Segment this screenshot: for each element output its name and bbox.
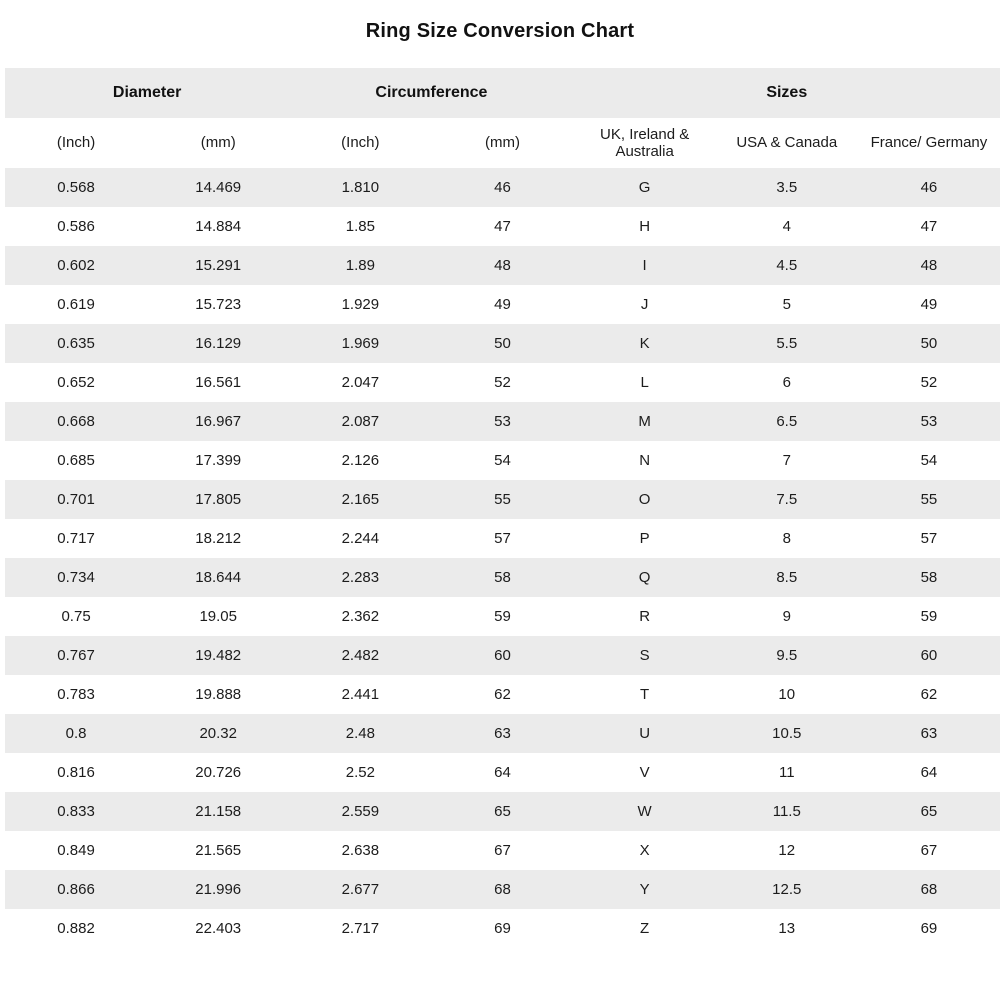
page-title: Ring Size Conversion Chart bbox=[365, 20, 635, 42]
cell: T bbox=[574, 675, 716, 714]
cell: 13 bbox=[716, 909, 858, 948]
cell: M bbox=[574, 402, 716, 441]
cell: 18.212 bbox=[147, 519, 289, 558]
cell: 0.685 bbox=[5, 441, 147, 480]
cell: U bbox=[574, 714, 716, 753]
cell: J bbox=[574, 285, 716, 324]
cell: S bbox=[574, 636, 716, 675]
cell: 63 bbox=[858, 714, 1000, 753]
column-header-france-germany: France/ Germany bbox=[858, 118, 1000, 168]
cell: 2.047 bbox=[289, 363, 431, 402]
cell: 0.767 bbox=[5, 636, 147, 675]
cell: 49 bbox=[431, 285, 573, 324]
cell: 0.849 bbox=[5, 831, 147, 870]
cell: 2.283 bbox=[289, 558, 431, 597]
cell: 19.888 bbox=[147, 675, 289, 714]
cell: V bbox=[574, 753, 716, 792]
cell: 1.810 bbox=[289, 168, 431, 207]
group-header-sizes: Sizes bbox=[574, 68, 1000, 118]
cell: 12.5 bbox=[716, 870, 858, 909]
cell: 67 bbox=[431, 831, 573, 870]
cell: 59 bbox=[431, 597, 573, 636]
table-row bbox=[5, 519, 1000, 558]
cell: 0.882 bbox=[5, 909, 147, 948]
cell: 15.291 bbox=[147, 246, 289, 285]
table-row bbox=[5, 402, 1000, 441]
cell: X bbox=[574, 831, 716, 870]
cell: 48 bbox=[858, 246, 1000, 285]
cell: 5.5 bbox=[716, 324, 858, 363]
cell: 67 bbox=[858, 831, 1000, 870]
cell: 2.126 bbox=[289, 441, 431, 480]
cell: 60 bbox=[858, 636, 1000, 675]
table-row bbox=[5, 285, 1000, 324]
table-row bbox=[5, 831, 1000, 870]
ring-size-conversion-table bbox=[5, 68, 1000, 948]
cell: K bbox=[574, 324, 716, 363]
group-header-circumference: Circumference bbox=[289, 68, 573, 118]
cell: 2.677 bbox=[289, 870, 431, 909]
table-row bbox=[5, 714, 1000, 753]
cell: 2.482 bbox=[289, 636, 431, 675]
group-header-row bbox=[5, 68, 1000, 118]
cell: 5 bbox=[716, 285, 858, 324]
cell: 2.52 bbox=[289, 753, 431, 792]
cell: 6.5 bbox=[716, 402, 858, 441]
cell: L bbox=[574, 363, 716, 402]
table-row bbox=[5, 480, 1000, 519]
cell: 0.586 bbox=[5, 207, 147, 246]
cell: 50 bbox=[431, 324, 573, 363]
cell: 18.644 bbox=[147, 558, 289, 597]
cell: Y bbox=[574, 870, 716, 909]
table-row bbox=[5, 363, 1000, 402]
cell: 7.5 bbox=[716, 480, 858, 519]
cell: 2.441 bbox=[289, 675, 431, 714]
group-header-diameter: Diameter bbox=[5, 68, 289, 118]
cell: 64 bbox=[431, 753, 573, 792]
cell: 0.816 bbox=[5, 753, 147, 792]
cell: 19.482 bbox=[147, 636, 289, 675]
cell: 0.717 bbox=[5, 519, 147, 558]
cell: Q bbox=[574, 558, 716, 597]
cell: 12 bbox=[716, 831, 858, 870]
table-row bbox=[5, 168, 1000, 207]
cell: 10 bbox=[716, 675, 858, 714]
column-header-usa-canada: USA & Canada bbox=[716, 118, 858, 168]
cell: 10.5 bbox=[716, 714, 858, 753]
cell: 58 bbox=[858, 558, 1000, 597]
table-row bbox=[5, 870, 1000, 909]
cell: 0.866 bbox=[5, 870, 147, 909]
sub-header-row bbox=[5, 118, 1000, 168]
cell: 11.5 bbox=[716, 792, 858, 831]
cell: 4.5 bbox=[716, 246, 858, 285]
cell: 21.158 bbox=[147, 792, 289, 831]
cell: G bbox=[574, 168, 716, 207]
cell: 50 bbox=[858, 324, 1000, 363]
cell: 0.8 bbox=[5, 714, 147, 753]
cell: 2.48 bbox=[289, 714, 431, 753]
cell: 53 bbox=[858, 402, 1000, 441]
cell: 9 bbox=[716, 597, 858, 636]
cell: 0.568 bbox=[5, 168, 147, 207]
cell: 63 bbox=[431, 714, 573, 753]
cell: 20.32 bbox=[147, 714, 289, 753]
table-row bbox=[5, 441, 1000, 480]
cell: H bbox=[574, 207, 716, 246]
cell: 54 bbox=[858, 441, 1000, 480]
cell: 0.833 bbox=[5, 792, 147, 831]
cell: I bbox=[574, 246, 716, 285]
cell: 60 bbox=[431, 636, 573, 675]
cell: 2.638 bbox=[289, 831, 431, 870]
table-row bbox=[5, 909, 1000, 948]
cell: 46 bbox=[858, 168, 1000, 207]
cell: 1.929 bbox=[289, 285, 431, 324]
cell: 0.75 bbox=[5, 597, 147, 636]
cell: 53 bbox=[431, 402, 573, 441]
column-header-diameter-mm: (mm) bbox=[147, 118, 289, 168]
cell: R bbox=[574, 597, 716, 636]
cell: 55 bbox=[858, 480, 1000, 519]
cell: 19.05 bbox=[147, 597, 289, 636]
table-row bbox=[5, 558, 1000, 597]
cell: 17.805 bbox=[147, 480, 289, 519]
cell: Z bbox=[574, 909, 716, 948]
table-row bbox=[5, 597, 1000, 636]
cell: 2.165 bbox=[289, 480, 431, 519]
cell: 16.561 bbox=[147, 363, 289, 402]
cell: 59 bbox=[858, 597, 1000, 636]
cell: 20.726 bbox=[147, 753, 289, 792]
cell: 8 bbox=[716, 519, 858, 558]
cell: 62 bbox=[858, 675, 1000, 714]
cell: 22.403 bbox=[147, 909, 289, 948]
cell: 68 bbox=[431, 870, 573, 909]
table-row bbox=[5, 753, 1000, 792]
column-header-circumference-mm: (mm) bbox=[431, 118, 573, 168]
cell: 0.602 bbox=[5, 246, 147, 285]
cell: W bbox=[574, 792, 716, 831]
cell: 0.734 bbox=[5, 558, 147, 597]
cell: 1.85 bbox=[289, 207, 431, 246]
cell: 4 bbox=[716, 207, 858, 246]
cell: 69 bbox=[431, 909, 573, 948]
cell: 15.723 bbox=[147, 285, 289, 324]
cell: 2.362 bbox=[289, 597, 431, 636]
cell: 64 bbox=[858, 753, 1000, 792]
table-row bbox=[5, 324, 1000, 363]
cell: 7 bbox=[716, 441, 858, 480]
column-header-diameter-inch: (Inch) bbox=[5, 118, 147, 168]
cell: 2.087 bbox=[289, 402, 431, 441]
cell: 21.996 bbox=[147, 870, 289, 909]
cell: 57 bbox=[858, 519, 1000, 558]
cell: 2.559 bbox=[289, 792, 431, 831]
cell: 52 bbox=[858, 363, 1000, 402]
cell: 55 bbox=[431, 480, 573, 519]
table-row bbox=[5, 792, 1000, 831]
cell: 65 bbox=[431, 792, 573, 831]
table-row bbox=[5, 636, 1000, 675]
cell: 16.967 bbox=[147, 402, 289, 441]
cell: 65 bbox=[858, 792, 1000, 831]
cell: 9.5 bbox=[716, 636, 858, 675]
cell: 6 bbox=[716, 363, 858, 402]
cell: 0.652 bbox=[5, 363, 147, 402]
cell: 0.668 bbox=[5, 402, 147, 441]
cell: 14.884 bbox=[147, 207, 289, 246]
cell: 48 bbox=[431, 246, 573, 285]
column-header-uk-ireland-australia: UK, Ireland & Australia bbox=[574, 118, 716, 168]
cell: 8.5 bbox=[716, 558, 858, 597]
cell: 47 bbox=[858, 207, 1000, 246]
cell: 49 bbox=[858, 285, 1000, 324]
table-head bbox=[5, 68, 1000, 168]
cell: 14.469 bbox=[147, 168, 289, 207]
column-header-circumference-inch: (Inch) bbox=[289, 118, 431, 168]
cell: 54 bbox=[431, 441, 573, 480]
cell: 16.129 bbox=[147, 324, 289, 363]
cell: 2.244 bbox=[289, 519, 431, 558]
cell: N bbox=[574, 441, 716, 480]
table-body bbox=[5, 168, 1000, 948]
cell: 0.635 bbox=[5, 324, 147, 363]
cell: 1.969 bbox=[289, 324, 431, 363]
table-row bbox=[5, 675, 1000, 714]
cell: 69 bbox=[858, 909, 1000, 948]
cell: 0.619 bbox=[5, 285, 147, 324]
cell: 11 bbox=[716, 753, 858, 792]
table-row bbox=[5, 207, 1000, 246]
cell: 21.565 bbox=[147, 831, 289, 870]
cell: 58 bbox=[431, 558, 573, 597]
cell: O bbox=[574, 480, 716, 519]
cell: 46 bbox=[431, 168, 573, 207]
cell: 62 bbox=[431, 675, 573, 714]
cell: 1.89 bbox=[289, 246, 431, 285]
cell: 57 bbox=[431, 519, 573, 558]
cell: 52 bbox=[431, 363, 573, 402]
cell: P bbox=[574, 519, 716, 558]
cell: 47 bbox=[431, 207, 573, 246]
cell: 17.399 bbox=[147, 441, 289, 480]
cell: 0.783 bbox=[5, 675, 147, 714]
cell: 2.717 bbox=[289, 909, 431, 948]
cell: 0.701 bbox=[5, 480, 147, 519]
cell: 3.5 bbox=[716, 168, 858, 207]
table-row bbox=[5, 246, 1000, 285]
cell: 68 bbox=[858, 870, 1000, 909]
